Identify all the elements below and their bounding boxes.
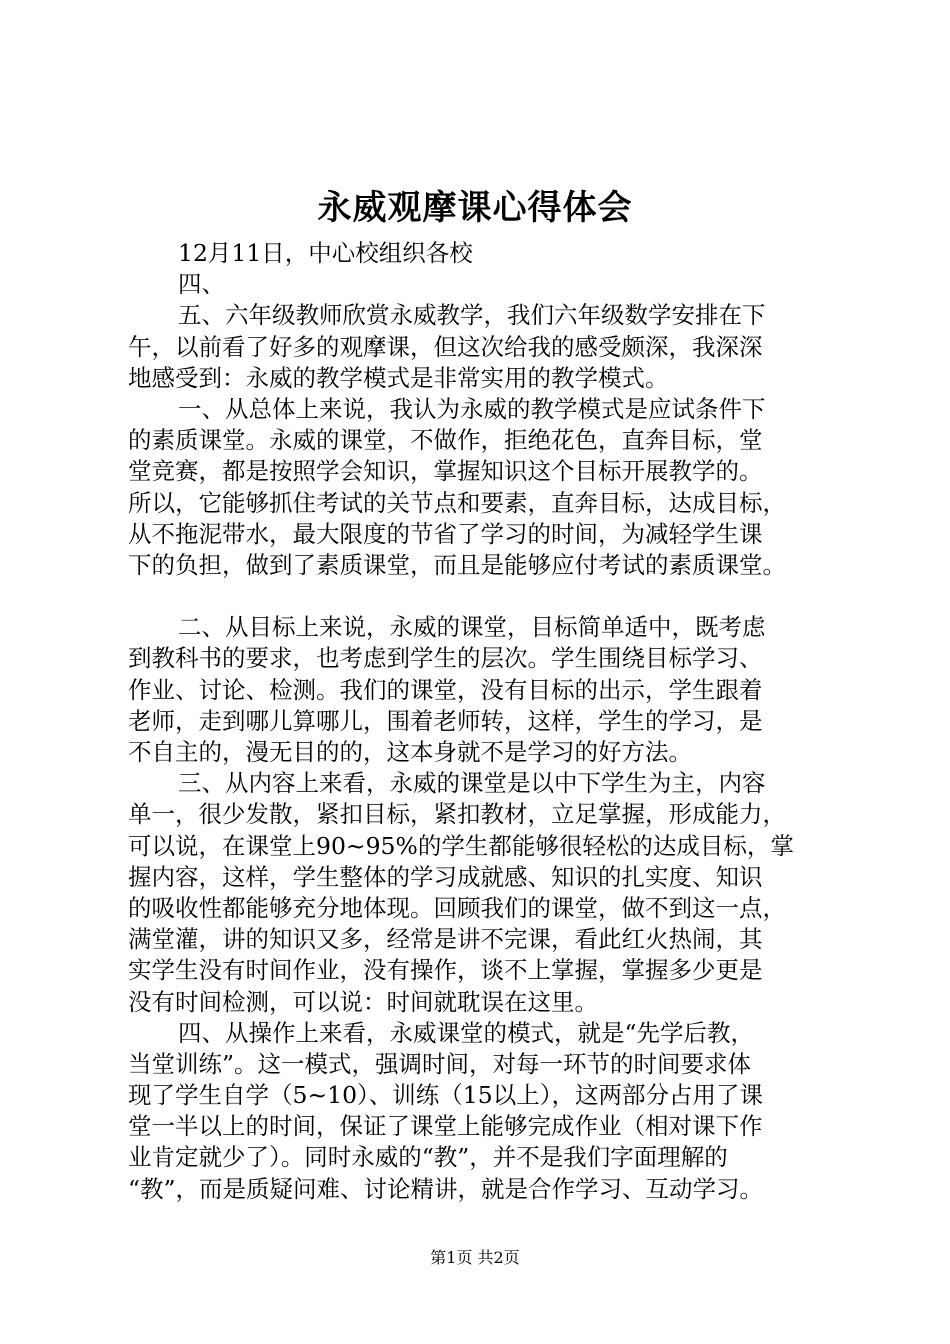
text-line: 一、从总体上来说，我认为永威的教学模式是应试条件下 [178,394,766,423]
text-line: 堂一半以上的时间，保证了课堂上能够完成作业（相对课下作 [128,1112,763,1141]
text-line: 不自主的，漫无目的的，这本身就不是学习的好方法。 [128,738,692,766]
document-title: 永威观摩课心得体会 [317,188,633,228]
text-line: 从不拖泥带水，最大限度的节省了学习的时间，为减轻学生课 [128,519,763,548]
text-line: 业肯定就少了）。同时永威的“教”，并不是我们字面理解的 [128,1143,728,1172]
text-line: 老师，走到哪儿算哪儿，围着老师转，这样，学生的学习，是 [128,706,763,735]
page-footer: 第1页 共2页 [430,1248,520,1267]
text-line: 实学生没有时间作业，没有操作，谈不上掌握，掌握多少更是 [128,956,763,985]
text-line: 作业、讨论、检测。我们的课堂，没有目标的出示，学生跟着 [128,675,763,704]
text-line: 二、从目标上来说，永威的课堂，目标简单适中，既考虑 [178,613,766,642]
text-line: 到教科书的要求，也考虑到学生的层次。学生围绕目标学习、 [128,644,763,673]
text-line: 可以说，在课堂上90~95%的学生都能够很轻松的达成目标，掌 [128,831,794,860]
text-line: 午，以前看了好多的观摩课，但这次给我的感受颇深，我深深 [128,332,763,361]
text-line: 满堂灌，讲的知识又多，经常是讲不完课，看此红火热闹，其 [128,925,763,954]
document-body [128,238,848,1205]
text-line: 当堂训练”。这一模式，强调时间，对每一环节的时间要求体 [128,1049,752,1078]
text-line: 堂竞赛，都是按照学会知识，掌握知识这个目标开展教学的。 [128,457,763,486]
text-line: 下的负担，做到了素质课堂，而且是能够应付考试的素质课堂。 [128,550,786,579]
text-line: 没有时间检测，可以说：时间就耽误在这里。 [128,987,598,1016]
text-line: 的素质课堂。永威的课堂，不做作，拒绝花色，直奔目标，堂 [128,426,763,455]
text-line: 地感受到：永威的教学模式是非常实用的教学模式。 [128,363,669,392]
text-line: 的吸收性都能够充分地体现。回顾我们的课堂，做不到这一点， [128,893,786,922]
text-line: 12月11日，中心校组织各校 [178,239,473,267]
text-line: 四、从操作上来看，永威课堂的模式，就是“先学后教， [178,1018,755,1047]
text-line: 三、从内容上来看，永威的课堂是以中下学生为主，内容 [178,769,766,798]
text-line: “教”，而是质疑问难、讨论精讲，就是合作学习、互动学习。 [128,1174,764,1203]
text-line: 单一，很少发散，紧扣目标，紧扣教材，立足掌握，形成能力， [128,800,786,829]
text-line: 握内容，这样，学生整体的学习成就感、知识的扎实度、知识 [128,862,763,891]
text-line: 所以，它能够抓住考试的关节点和要素，直奔目标，达成目标， [128,488,786,517]
text-line: 四、 [178,270,225,299]
paragraph-gap [128,581,848,612]
text-line: 现了学生自学（5~10）、训练（15以上），这两部分占用了课 [128,1081,763,1110]
text-line: 五、六年级教师欣赏永威教学，我们六年级数学安排在下 [178,301,766,330]
